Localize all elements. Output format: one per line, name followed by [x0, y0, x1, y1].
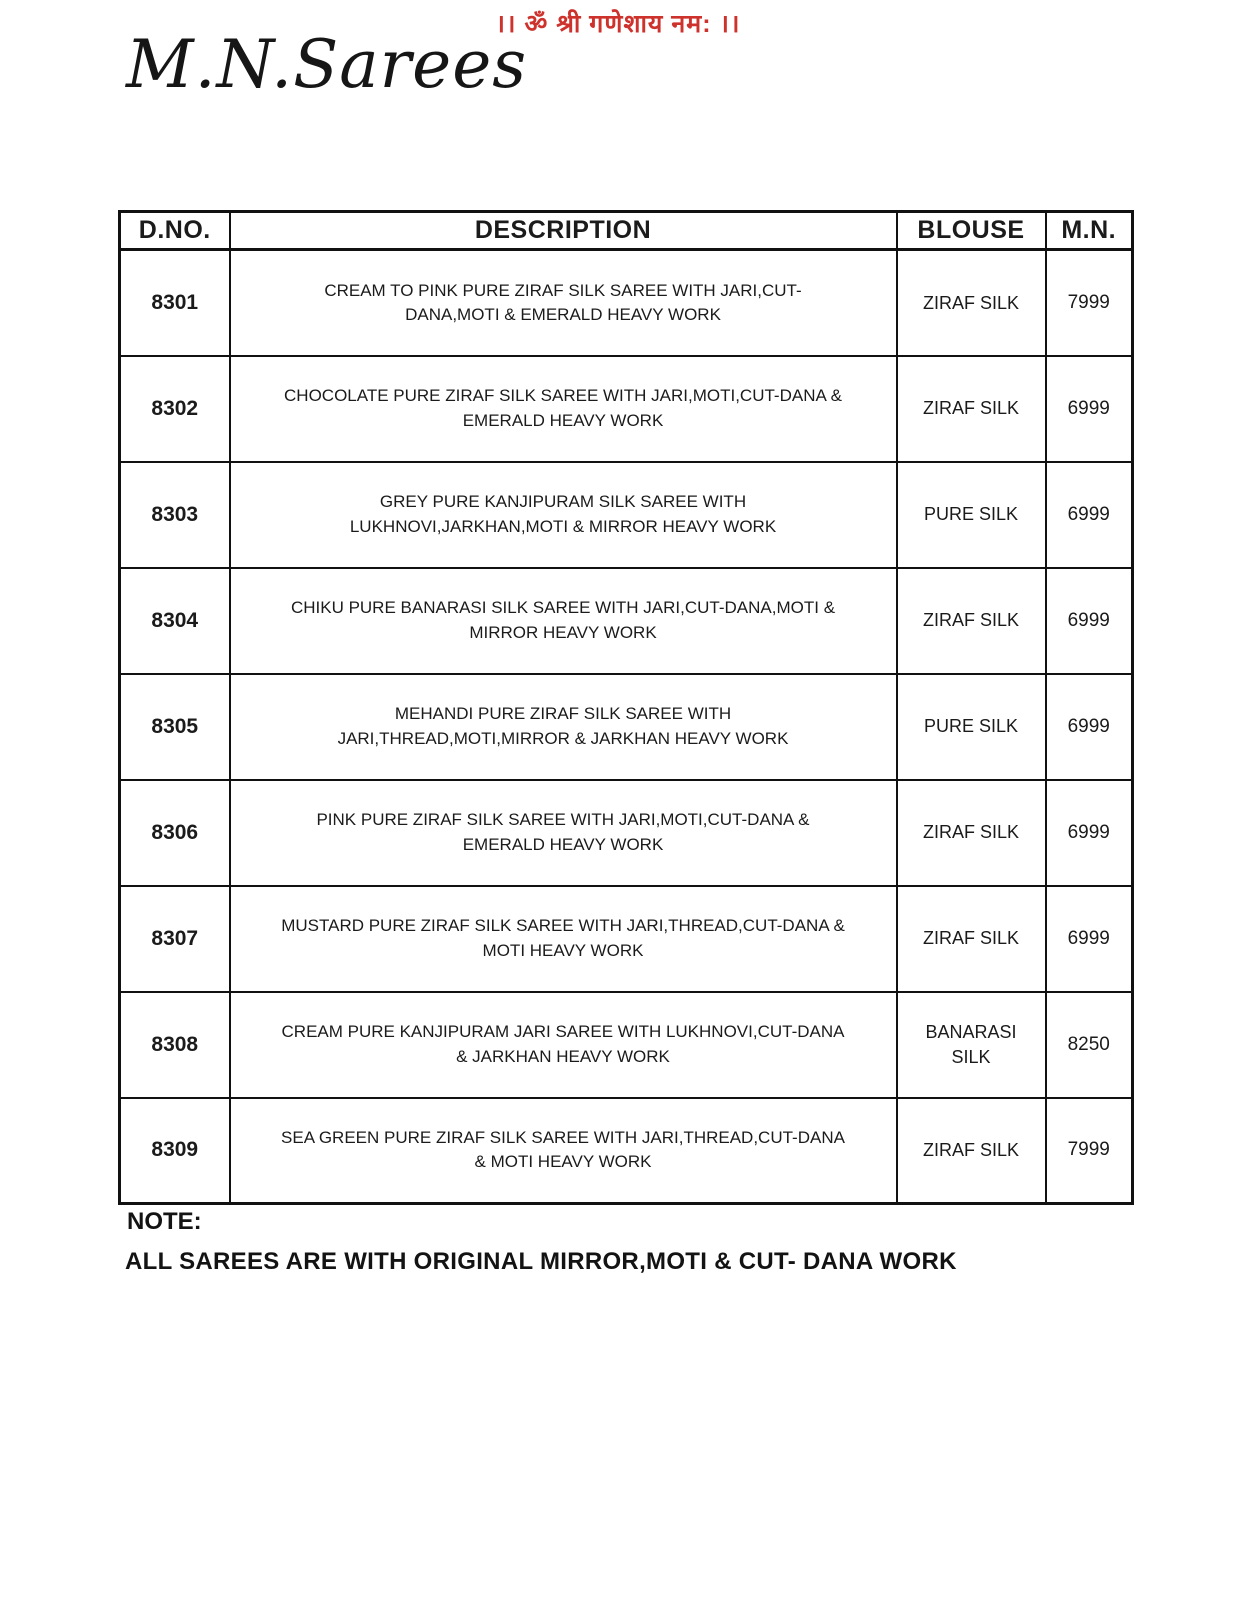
cell-description: PINK PURE ZIRAF SILK SAREE WITH JARI,MOTI,CUT-DANA & EMERALD HEAVY WORK — [230, 780, 897, 886]
table-row — [120, 780, 1133, 886]
note-label: NOTE: — [127, 1208, 202, 1235]
cell-dno: 8307 — [120, 886, 230, 992]
cell-dno: 8306 — [120, 780, 230, 886]
cell-dno: 8304 — [120, 568, 230, 674]
cell-dno: 8301 — [120, 250, 230, 356]
price-table-header — [120, 212, 1133, 250]
cell-blouse: ZIRAF SILK — [897, 568, 1046, 674]
cell-mn: 6999 — [1046, 674, 1133, 780]
cell-blouse: ZIRAF SILK — [897, 356, 1046, 462]
cell-mn: 6999 — [1046, 568, 1133, 674]
cell-dno: 8303 — [120, 462, 230, 568]
price-table — [118, 210, 1134, 1205]
table-row — [120, 356, 1133, 462]
cell-blouse: ZIRAF SILK — [897, 886, 1046, 992]
cell-description: CREAM PURE KANJIPURAM JARI SAREE WITH LUKHNOVI,CUT-DANA & JARKHAN HEAVY WORK — [230, 992, 897, 1098]
cell-mn: 6999 — [1046, 886, 1133, 992]
cell-dno: 8305 — [120, 674, 230, 780]
table-row — [120, 992, 1133, 1098]
cell-dno: 8302 — [120, 356, 230, 462]
column-header-dno: D.NO. — [120, 212, 230, 250]
cell-description: SEA GREEN PURE ZIRAF SILK SAREE WITH JARI,THREAD,CUT-DANA & MOTI HEAVY WORK — [230, 1098, 897, 1204]
header-row — [120, 212, 1133, 250]
cell-mn: 6999 — [1046, 356, 1133, 462]
cell-blouse: ZIRAF SILK — [897, 780, 1046, 886]
table-row — [120, 568, 1133, 674]
cell-description: CHIKU PURE BANARASI SILK SAREE WITH JARI,CUT-DANA,MOTI & MIRROR HEAVY WORK — [230, 568, 897, 674]
logo: M.N.Sarees — [126, 26, 528, 103]
cell-mn: 8250 — [1046, 992, 1133, 1098]
table-row — [120, 250, 1133, 356]
cell-mn: 6999 — [1046, 462, 1133, 568]
table-row — [120, 886, 1133, 992]
column-header-blouse: BLOUSE — [897, 212, 1046, 250]
cell-mn: 6999 — [1046, 780, 1133, 886]
column-header-mn: M.N. — [1046, 212, 1133, 250]
cell-description: GREY PURE KANJIPURAM SILK SAREE WITH LUKHNOVI,JARKHAN,MOTI & MIRROR HEAVY WORK — [230, 462, 897, 568]
cell-description: MUSTARD PURE ZIRAF SILK SAREE WITH JARI,THREAD,CUT-DANA & MOTI HEAVY WORK — [230, 886, 897, 992]
cell-blouse: ZIRAF SILK — [897, 250, 1046, 356]
cell-dno: 8308 — [120, 992, 230, 1098]
price-table-body — [120, 250, 1133, 1204]
cell-description: MEHANDI PURE ZIRAF SILK SAREE WITH JARI,THREAD,MOTI,MIRROR & JARKHAN HEAVY WORK — [230, 674, 897, 780]
invocation-text: ।। ॐ श्री गणेशाय नम: ।। — [495, 10, 741, 38]
note-text: ALL SAREES ARE WITH ORIGINAL MIRROR,MOTI & CUT- DANA WORK — [125, 1248, 957, 1275]
cell-description: CHOCOLATE PURE ZIRAF SILK SAREE WITH JARI,MOTI,CUT-DANA & EMERALD HEAVY WORK — [230, 356, 897, 462]
column-header-description: DESCRIPTION — [230, 212, 897, 250]
cell-description: CREAM TO PINK PURE ZIRAF SILK SAREE WITH JARI,CUT-DANA,MOTI & EMERALD HEAVY WORK — [230, 250, 897, 356]
cell-mn: 7999 — [1046, 250, 1133, 356]
table-row — [120, 674, 1133, 780]
table-row — [120, 1098, 1133, 1204]
cell-blouse: PURE SILK — [897, 674, 1046, 780]
cell-mn: 7999 — [1046, 1098, 1133, 1204]
cell-blouse: ZIRAF SILK — [897, 1098, 1046, 1204]
cell-blouse: PURE SILK — [897, 462, 1046, 568]
cell-dno: 8309 — [120, 1098, 230, 1204]
cell-blouse: BANARASI SILK — [897, 992, 1046, 1098]
table-row — [120, 462, 1133, 568]
